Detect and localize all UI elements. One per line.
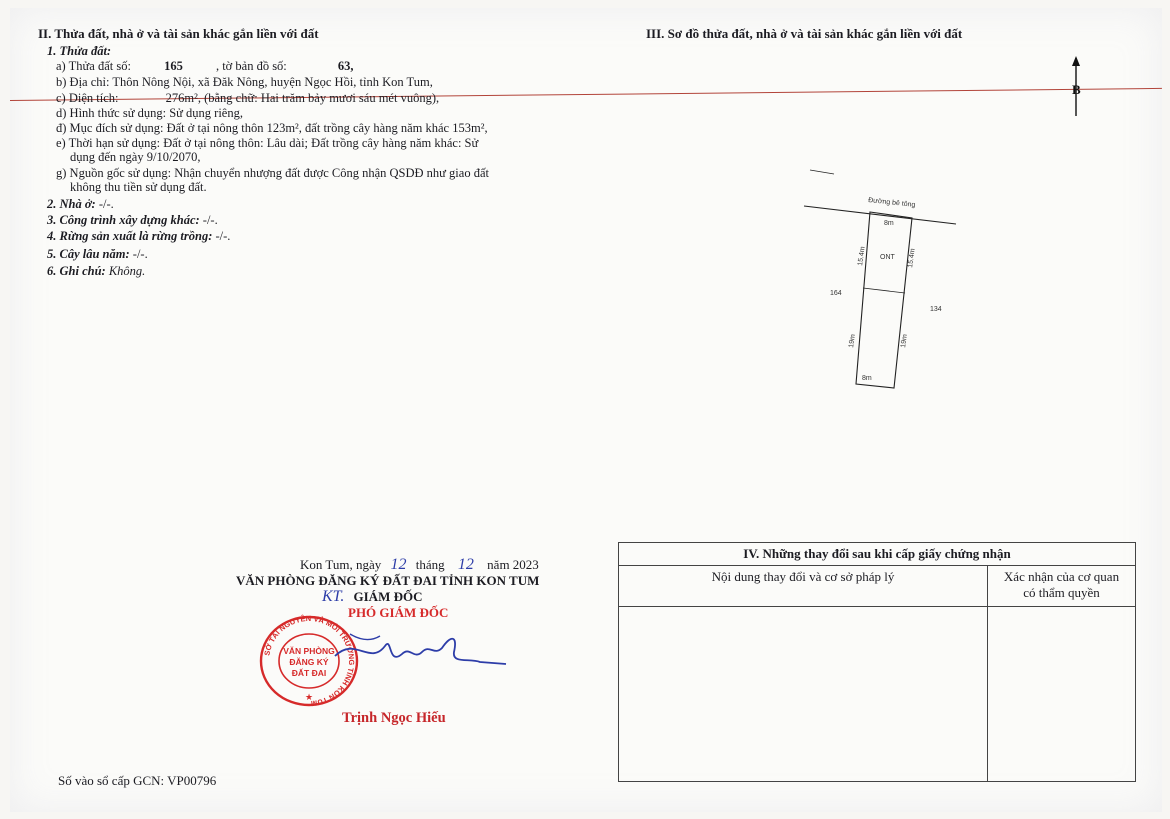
note-value: Không. (105, 264, 146, 278)
director-line (322, 589, 422, 605)
handwritten-signature (330, 626, 510, 676)
perennial-row (47, 247, 148, 262)
house-row (47, 197, 114, 212)
road-edge-line (804, 206, 956, 224)
north-arrow (1064, 54, 1088, 120)
right-upper-length-label: 15.4m (907, 248, 917, 269)
kt-mark: KT. (322, 588, 345, 605)
perennial-value: -/-. (129, 247, 148, 261)
other-construction-value: -/-. (199, 213, 218, 227)
address-row: b) Địa chỉ: Thôn Nông Nội, xã Đăk Nông, huyện Ngọc Hồi, tỉnh Kon Tum, (56, 75, 433, 89)
seal-star-icon: ★ (304, 692, 314, 702)
usage-term-row-1: e) Thời hạn sử dụng: Đất ở tại nông thôn: Lâu dài; Đất trồng cây hàng năm khác: Sử (56, 136, 479, 150)
changes-content-cell (619, 607, 988, 782)
parcel-outline (856, 212, 912, 388)
changes-approval-cell (988, 607, 1136, 782)
right-neighbor-label: 134 (930, 306, 942, 313)
changes-col-approval-header (988, 566, 1136, 607)
origin-row-2: không thu tiền sử dụng đất. (70, 180, 207, 194)
usage-form-row: d) Hình thức sử dụng: Sử dụng riêng, (56, 106, 243, 120)
section-ii-heading: II. Thửa đất, nhà ở và tài sản khác gắn liền với đất (38, 26, 319, 41)
deputy-director-stamp: PHÓ GIÁM ĐỐC (348, 605, 449, 620)
forest-label: 4. Rừng sản xuất là rừng trồng: (47, 229, 213, 243)
forest-row (47, 229, 230, 244)
seal-line-1: VĂN PHÒNG (283, 646, 335, 656)
other-construction-label: 3. Công trình xây dựng khác: (47, 213, 200, 227)
seal-outer-ring-text: SỞ TÀI NGUYÊN VÀ MÔI TRƯỜNG TỈNH KON TUM (262, 614, 357, 708)
origin-row-1: g) Nguồn gốc sử dụng: Nhận chuyển nhượng đất được Công nhận QSDĐ như giao đất (56, 166, 489, 180)
diagram-top-tick (810, 170, 834, 174)
approval-header-line-1: Xác nhận của cơ quan (1003, 569, 1120, 584)
note-row (47, 264, 145, 279)
parcel-diagram (796, 166, 976, 394)
date-place: Kon Tum, ngày (300, 557, 382, 572)
left-neighbor-label: 164 (830, 290, 842, 297)
parcel-number-label: a) Thửa đất số: (56, 59, 131, 73)
land-code-label: ONT (880, 254, 895, 261)
top-width-label: 8m (884, 220, 894, 227)
changes-col-content-header: Nội dung thay đổi và cơ sở pháp lý (619, 566, 988, 607)
approval-header-line-2: có thẩm quyền (1023, 585, 1100, 600)
date-month-label: tháng (415, 557, 445, 572)
other-construction-row (47, 213, 218, 228)
section-1-title: 1. Thửa đất: (47, 44, 112, 58)
forest-value: -/-. (212, 229, 231, 243)
director-title: GIÁM ĐỐC (353, 589, 423, 604)
left-lower-length-label: 19m (848, 333, 857, 349)
bottom-width-label: 8m (862, 375, 872, 382)
parcel-number-value: 165 (164, 59, 183, 73)
area-label: c) Diện tích: (56, 91, 119, 105)
map-sheet-value: 63, (337, 59, 354, 73)
house-label: 2. Nhà ở: (47, 197, 96, 211)
changes-table-title: IV. Những thay đổi sau khi cấp giấy chứng nhận (619, 543, 1136, 566)
gcn-record-number: Số vào sổ cấp GCN: VP00796 (58, 773, 217, 788)
seal-line-3: ĐẤT ĐAI (291, 668, 327, 678)
area-row (56, 91, 439, 106)
date-month: 12 (457, 556, 474, 573)
note-label: 6. Ghi chú: (47, 264, 106, 278)
date-line (300, 557, 539, 572)
road-label: Đường bê tông (867, 197, 916, 209)
date-day: 12 (390, 556, 407, 573)
signer-name: Trịnh Ngọc Hiếu (342, 710, 446, 726)
area-value: 276m², (bằng chữ: Hai trăm bảy mươi sáu mét vuông), (165, 91, 440, 105)
seal-line-2: ĐĂNG KÝ (289, 657, 329, 667)
office-name: VĂN PHÒNG ĐĂNG KÝ ĐẤT ĐAI TỈNH KON TUM (236, 573, 540, 588)
parcel-number-row (56, 59, 354, 74)
north-label: B (1072, 82, 1081, 97)
perennial-label: 5. Cây lâu năm: (47, 247, 130, 261)
map-sheet-label: , tờ bản đồ số: (215, 59, 287, 73)
changes-table (618, 542, 1136, 782)
date-year: năm 2023 (487, 557, 539, 572)
right-lower-length-label: 19m (900, 333, 909, 349)
section-iii-heading: III. Sơ đồ thửa đất, nhà ở và tài sản khác gắn liền với đất (646, 26, 963, 41)
usage-purpose-row: đ) Mục đích sử dụng: Đất ở tại nông thôn 123m², đất trồng cây hàng năm khác 153m², (56, 121, 488, 135)
house-value: -/-. (95, 197, 114, 211)
land-split-line (863, 288, 905, 293)
usage-term-row-2: dụng đến ngày 9/10/2070, (70, 150, 201, 164)
left-upper-length-label: 15.4m (857, 246, 867, 267)
